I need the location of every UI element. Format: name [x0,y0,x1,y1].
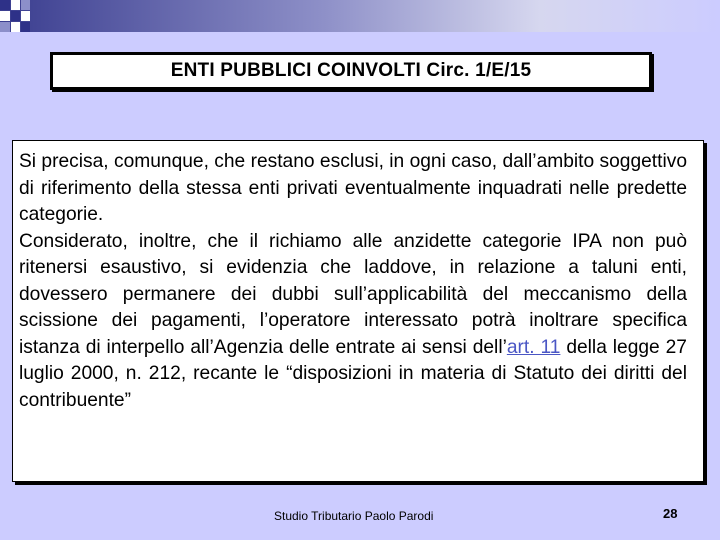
page-number: 28 [663,506,678,521]
slide-title-box [50,52,652,90]
slide-title: ENTI PUBBLICI COINVOLTI Circ. 1/E/15 [170,60,532,81]
content-box [12,140,704,482]
paragraph-1: Si precisa, comunque, che restano esclusi, in ogni caso, dall’ambito soggettivo di riferimento della stessa enti privati eventualmente inquadrati nelle predette categorie. [19,151,687,225]
paragraph-2-text-end: della legge 27 luglio 2000, n. 212, recante le “disposizioni in materia di Statuto dei diritti del contribuente” [19,336,687,411]
paragraph-2-text-start: Considerato, inoltre, che il richiamo alle anzidette categorie IPA non può ritenersi esaustivo, si evidenzia che laddove, in relazione a taluni enti, dovessero permanere dei dubbi sull’applicabilità del meccanismo della scissione dei pagamenti, l’operatore interessato potrà inoltrare specifica istanza di interpello all’Agenzia delle entrate ai sensi dell’ [19,230,687,358]
paragraph-2 [19,229,687,415]
footer-author: Studio Tributario Paolo Parodi [274,509,434,523]
decorative-header-bar [0,0,720,32]
art-11-link[interactable]: art. 11 [506,336,561,358]
